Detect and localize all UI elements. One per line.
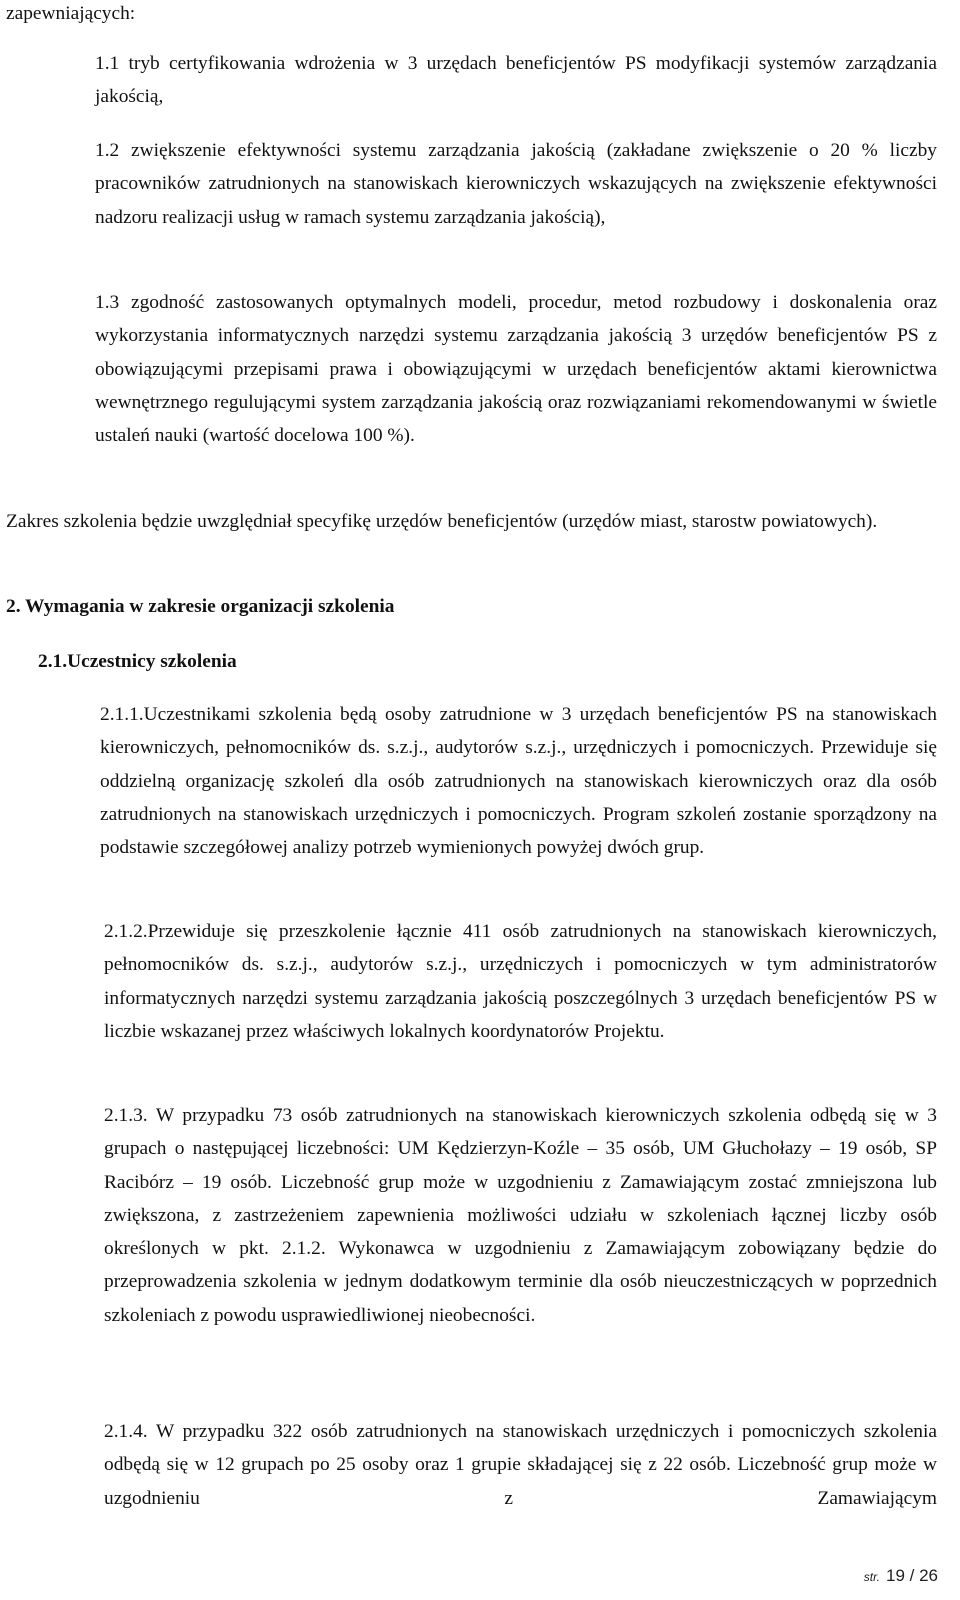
paragraph-2-1-3: 2.1.3. W przypadku 73 osób zatrudnionych na stanowiskach kierowniczych szkolenia odbędą się w 3 grupach o następującej liczebności: UM Kędzierzyn-Koźle – 35 osób, UM Głuchołazy – 19 osób, SP Racibórz – 19 osób. Liczebność grup może w uzgodnieniu z Zamawiającym zostać zmniejszona lub zwiększona, z zastrzeżeniem zapewnienia możliwości udziału w szkoleniach łącznej liczby osób określonych w pkt. 2.1.2. Wykonawca w uzgodnieniu z Zamawiającym zobowiązany będzie do przeprowadzenia szkolenia w jednym dodatkowym terminie dla osób nieuczestniczących w poprzednich szkoleniach z powodu usprawiedliwionej nieobecności. <box>104 1105 937 1326</box>
section-heading-2: 2. Wymagania w zakresie organizacji szkolenia <box>6 596 395 617</box>
page-number: 19 / 26 <box>886 1566 938 1585</box>
page-label: str. <box>863 1570 880 1584</box>
intro-text: zapewniających: <box>6 3 136 24</box>
scope-paragraph: Zakres szkolenia będzie uwzględniał specyfikę urzędów beneficjentów (urzędów miast, starostw powiatowych). <box>6 511 878 532</box>
list-item-1-3: 1.3 zgodność zastosowanych optymalnych modeli, procedur, metod rozbudowy i doskonalenia oraz wykorzystania informatycznych narzędzi systemu zarządzania jakością 3 urzędów beneficjentów PS z obowiązującymi przepisami prawa i obowiązującymi w urzędach beneficjentów aktami kierownictwa wewnętrznego regulującymi system zarządzania jakością oraz rozwiązaniami rekomendowanymi w świetle ustaleń nauki (wartość docelowa 100 %). <box>95 292 937 447</box>
paragraph-2-1-4: 2.1.4. W przypadku 322 osób zatrudnionych na stanowiskach urzędniczych i pomocniczych szkolenia odbędą się w 12 grupach po 25 osoby oraz 1 grupie składającej się z 22 osób. Liczebność grup może w uzgodnieniu z Zamawiającym <box>104 1421 937 1509</box>
section-heading-2-1: 2.1.Uczestnicy szkolenia <box>38 651 237 672</box>
list-item-1-1: 1.1 tryb certyfikowania wdrożenia w 3 urzędach beneficjentów PS modyfikacji systemów zarządzania jakością, <box>95 53 937 108</box>
paragraph-2-1-2: 2.1.2.Przewiduje się przeszkolenie łącznie 411 osób zatrudnionych na stanowiskach kierowniczych, pełnomocników ds. s.z.j., audytorów s.z.j., urzędniczych i pomocniczych w tym administratorów informatycznych narzędzi systemu zarządzania jakością poszczególnych 3 urzędach beneficjentów PS w liczbie wskazanej przez właściwych lokalnych koordynatorów Projektu. <box>104 921 937 1042</box>
paragraph-2-1-1: 2.1.1.Uczestnikami szkolenia będą osoby zatrudnione w 3 urzędach beneficjentów PS na stanowiskach kierowniczych, pełnomocników ds. s.z.j., audytorów s.z.j., urzędniczych i pomocniczych. Przewiduje się oddzielną organizację szkoleń dla osób zatrudnionych na stanowiskach kierowniczych oraz dla osób zatrudnionych na stanowiskach urzędniczych i pomocniczych. Program szkoleń zostanie sporządzony na podstawie szczegółowej analizy potrzeb wymienionych powyżej dwóch grup. <box>100 704 937 859</box>
page-footer <box>864 1566 938 1586</box>
list-item-1-2: 1.2 zwiększenie efektywności systemu zarządzania jakością (zakładane zwiększenie o 20 % liczby pracowników zatrudnionych na stanowiskach kierowniczych wskazujących na zwiększenie efektywności nadzoru realizacji usług w ramach systemu zarządzania jakością), <box>95 140 937 228</box>
